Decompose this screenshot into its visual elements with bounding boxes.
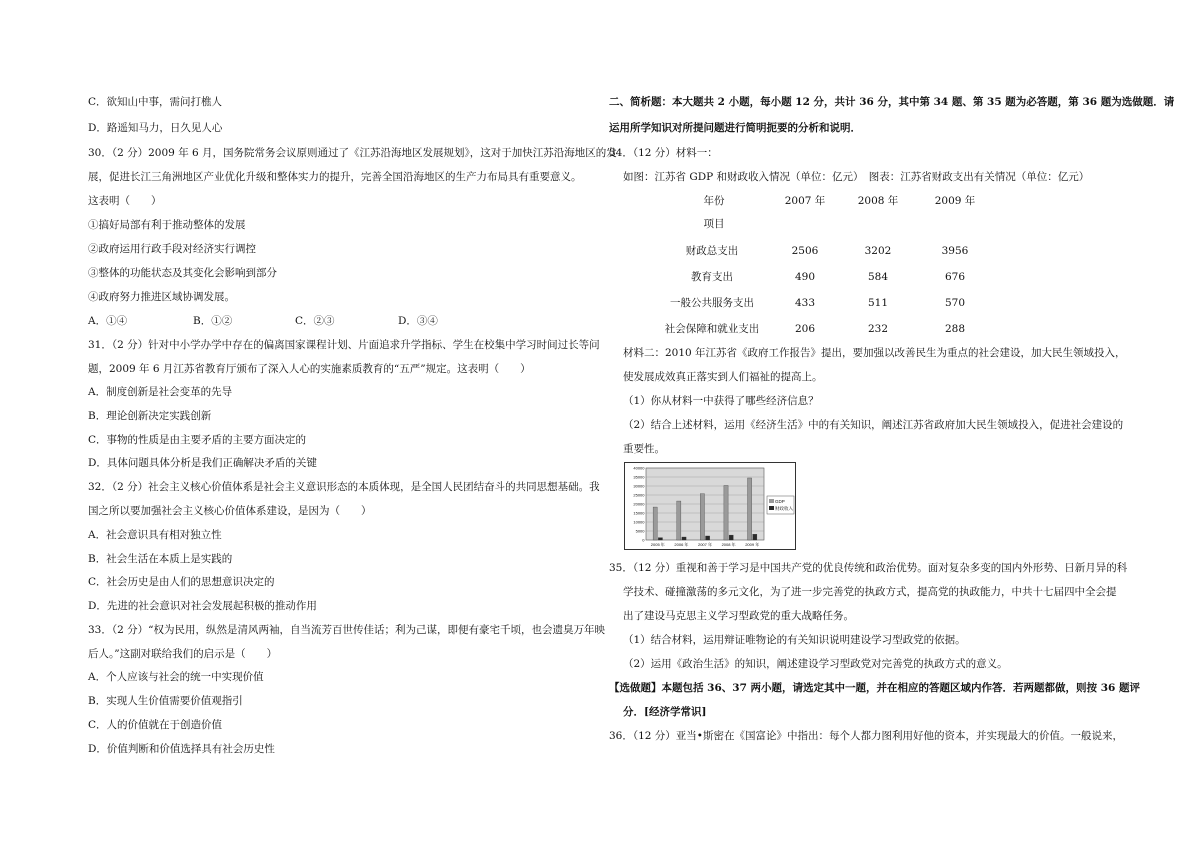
bar-revenue (682, 537, 686, 540)
bar-revenue (658, 538, 662, 540)
q30-item-1: ①搞好局部有利于推动整体的发展 (88, 219, 246, 231)
table-cell: 584 (867, 271, 889, 283)
x-tick-label: 2009 年 (745, 542, 760, 547)
table-row-label: 财政总支出 (685, 245, 739, 257)
section-title-line-1: 二、简析题：本大题共 2 小题，每小题 12 分，共计 36 分，其中第 34 题、第 35 题为必答题，第 36 题为选做题．请 (609, 96, 1175, 108)
legend-label-revenue: 财政收入 (775, 506, 793, 511)
table-cell: 206 (794, 323, 816, 335)
q33-stem-line-1: 33．（2 分）“权为民用，纵然是清风两袖，自当流芳百世传佳话；利为己谋，即便有豪宅千顷，也会遗臭万年映 (88, 624, 605, 636)
q29-option-d: D．路遥知马力，日久见人心 (88, 122, 223, 134)
q33-stem-line-2: 后人。”这副对联给我们的启示是（ ） (88, 648, 278, 660)
q34-heading: 34．（12 分）材料一： (609, 147, 718, 159)
bar-gdp (724, 485, 728, 540)
q32-stem-line-2: 国之所以要加强社会主义核心价值体系建设，是因为（ ） (88, 505, 372, 517)
material-2-line-2: 使发展成效真正落实到人们福祉的提高上。 (623, 371, 823, 383)
bar-revenue (753, 534, 757, 540)
q35-stem-line-1: 35．（12 分）重视和善于学习是中国共产党的优良传统和政治优势。面对复杂多变的国内外形势、日新月异的科 (609, 562, 1128, 574)
q33-option-c: C．人的价值就在于创造价值 (88, 719, 223, 731)
q34-sub-1: （1）你从材料一中获得了哪些经济信息？ (623, 395, 819, 407)
q29-option-c: C．欲知山中事，需问打樵人 (88, 96, 223, 108)
table-cell: 570 (944, 297, 966, 309)
q30-stem-line-2: 展，促进长江三角洲地区产业优化升级和整体实力的提升，完善全国沿海地区的生产力布局具有重要意义。 (88, 171, 582, 183)
table-row-label: 社会保障和就业支出 (664, 323, 760, 335)
table-cell: 511 (867, 297, 889, 309)
q33-option-b: B．实现人生价值需要价值观指引 (88, 695, 243, 707)
y-tick-label: 5000 (635, 528, 645, 534)
table-cell: 2506 (791, 245, 819, 257)
table-header-sub: 项目 (703, 218, 725, 230)
q31-option-a: A．制度创新是社会变革的先导 (88, 386, 233, 398)
y-tick-label: 35000 (633, 474, 645, 480)
q32-stem-line-1: 32．（2 分）社会主义核心价值体系是社会主义意识形态的本质体现，是全国人民团结奋斗的共同思想基础。我 (88, 481, 600, 493)
table-year-2007: 2007 年 (784, 195, 826, 207)
bar-revenue (729, 535, 733, 540)
chart-y-ticks (633, 466, 645, 543)
q31-stem-line-2: 题，2009 年 6 月江苏省教育厅颁布了深入人心的实施素质教育的“五严”规定。这表明（ ） (88, 363, 531, 375)
q32-option-c: C．社会历史是由人们的思想意识决定的 (88, 576, 275, 588)
q32-option-a: A．社会意识具有相对独立性 (88, 529, 222, 541)
q35-stem-line-3: 出了建设马克思主义学习型政党的重大战略任务。 (623, 610, 854, 622)
table-cell: 490 (794, 271, 816, 283)
bar-revenue (706, 536, 710, 540)
x-tick-label: 2008 年 (721, 542, 736, 547)
table-year-2008: 2008 年 (857, 195, 899, 207)
table-cell: 3202 (864, 245, 892, 257)
x-tick-label: 2005 年 (650, 542, 665, 547)
y-tick-label: 20000 (633, 501, 645, 507)
q34-caption: 如图：江苏省 GDP 和财政收入情况（单位：亿元） 图表：江苏省财政支出有关情况（单位：亿元） (623, 171, 1090, 183)
table-row-label: 教育支出 (691, 271, 733, 283)
q30-option-d: D．③④ (398, 315, 438, 327)
q30-option-a: A．①④ (88, 315, 128, 327)
bar-gdp (700, 494, 704, 540)
table-year-2009: 2009 年 (934, 195, 976, 207)
q31-option-c: C．事物的性质是由主要矛盾的主要方面决定的 (88, 434, 307, 446)
q30-stem-line-1: 30．（2 分）2009 年 6 月，国务院常务会议原则通过了《江苏沿海地区发展规划》，这对于加快江苏沿海地区的发 (88, 147, 617, 159)
bar-gdp (653, 507, 657, 540)
table-cell: 433 (794, 297, 816, 309)
section-title-line-2: 运用所学知识对所提问题进行简明扼要的分析和说明． (609, 122, 861, 134)
table-cell: 288 (944, 323, 966, 335)
q31-stem-line-1: 31．（2 分）针对中小学办学中存在的偏离国家课程计划、片面追求升学指标、学生在校集中学习时间过长等问 (88, 339, 600, 351)
bar-gdp (677, 501, 681, 540)
q36-stem-line-1: 36．（12 分）亚当•斯密在《国富论》中指出：每个人都力图利用好他的资本，并实现最大的价值。一般说来， (609, 730, 1124, 742)
q32-option-b: B．社会生活在本质上是实践的 (88, 553, 233, 565)
chart-legend (767, 496, 794, 514)
table-cell: 3956 (941, 245, 969, 257)
q34-sub-2-line-1: （2）结合上述材料，运用《经济生活》中的有关知识，阐述江苏省政府加大民生领域投入，促进社会建设的 (623, 419, 1124, 431)
table-cell: 676 (944, 271, 966, 283)
table-header-label: 年份 (703, 195, 725, 207)
q35-sub-2: （2）运用《政治生活》的知识，阐述建设学习型政党对完善党的执政方式的意义。 (623, 658, 1008, 670)
q30-item-2: ②政府运用行政手段对经济实行调控 (88, 243, 256, 255)
q30-stem-line-3: 这表明（ ） (88, 195, 162, 207)
y-tick-label: 25000 (633, 492, 645, 498)
x-tick-label: 2007 年 (697, 542, 713, 547)
y-tick-label: 0 (642, 537, 645, 543)
y-tick-label: 10000 (633, 519, 645, 525)
q35-stem-line-2: 学技术、碰撞激荡的多元文化，为了进一步完善党的执政方式，提高党的执政能力，中共十七届四中全会提 (623, 586, 1117, 598)
bar-gdp (748, 478, 752, 540)
table-cell: 232 (867, 323, 889, 335)
q35-sub-1: （1）结合材料，运用辩证唯物论的有关知识说明建设学习型政党的依据。 (623, 634, 966, 646)
legend-label-gdp: GDP (775, 499, 785, 504)
q30-option-c: C．②③ (295, 315, 335, 327)
y-tick-label: 40000 (633, 465, 645, 471)
material-2-line-1: 材料二：2010 年江苏省《政府工作报告》提出，要加强以改善民生为重点的社会建设，加大民生领域投入， (623, 347, 1126, 359)
y-tick-label: 30000 (633, 483, 645, 489)
q31-option-d: D．具体问题具体分析是我们正确解决矛盾的关键 (88, 457, 317, 469)
q33-option-a: A．个人应该与社会的统一中实现价值 (88, 671, 264, 683)
q32-option-d: D．先进的社会意识对社会发展起积极的推动作用 (88, 600, 317, 612)
y-tick-label: 15000 (633, 510, 645, 516)
q33-option-d: D．价值判断和价值选择具有社会历史性 (88, 743, 275, 755)
q30-item-4: ④政府努力推进区域协调发展。 (88, 291, 235, 303)
gdp-revenue-chart (624, 462, 796, 550)
q30-item-3: ③整体的功能状态及其变化会影响到部分 (88, 267, 277, 279)
q34-sub-2-line-2: 重要性。 (623, 443, 665, 455)
table-row-label: 一般公共服务支出 (670, 297, 754, 309)
elective-title-line-1: 【选做题】本题包括 36、37 两小题，请选定其中一题，并在相应的答题区域内作答．若两题都做，则按 36 题评 (609, 682, 1140, 694)
q30-option-b: B．①② (193, 315, 233, 327)
x-tick-label: 2006 年 (674, 542, 689, 547)
q31-option-b: B．理论创新决定实践创新 (88, 410, 212, 422)
legend-swatch-revenue (769, 506, 774, 510)
legend-swatch-gdp (769, 499, 774, 503)
elective-title-line-2: 分．[经济学常识] (623, 706, 707, 718)
